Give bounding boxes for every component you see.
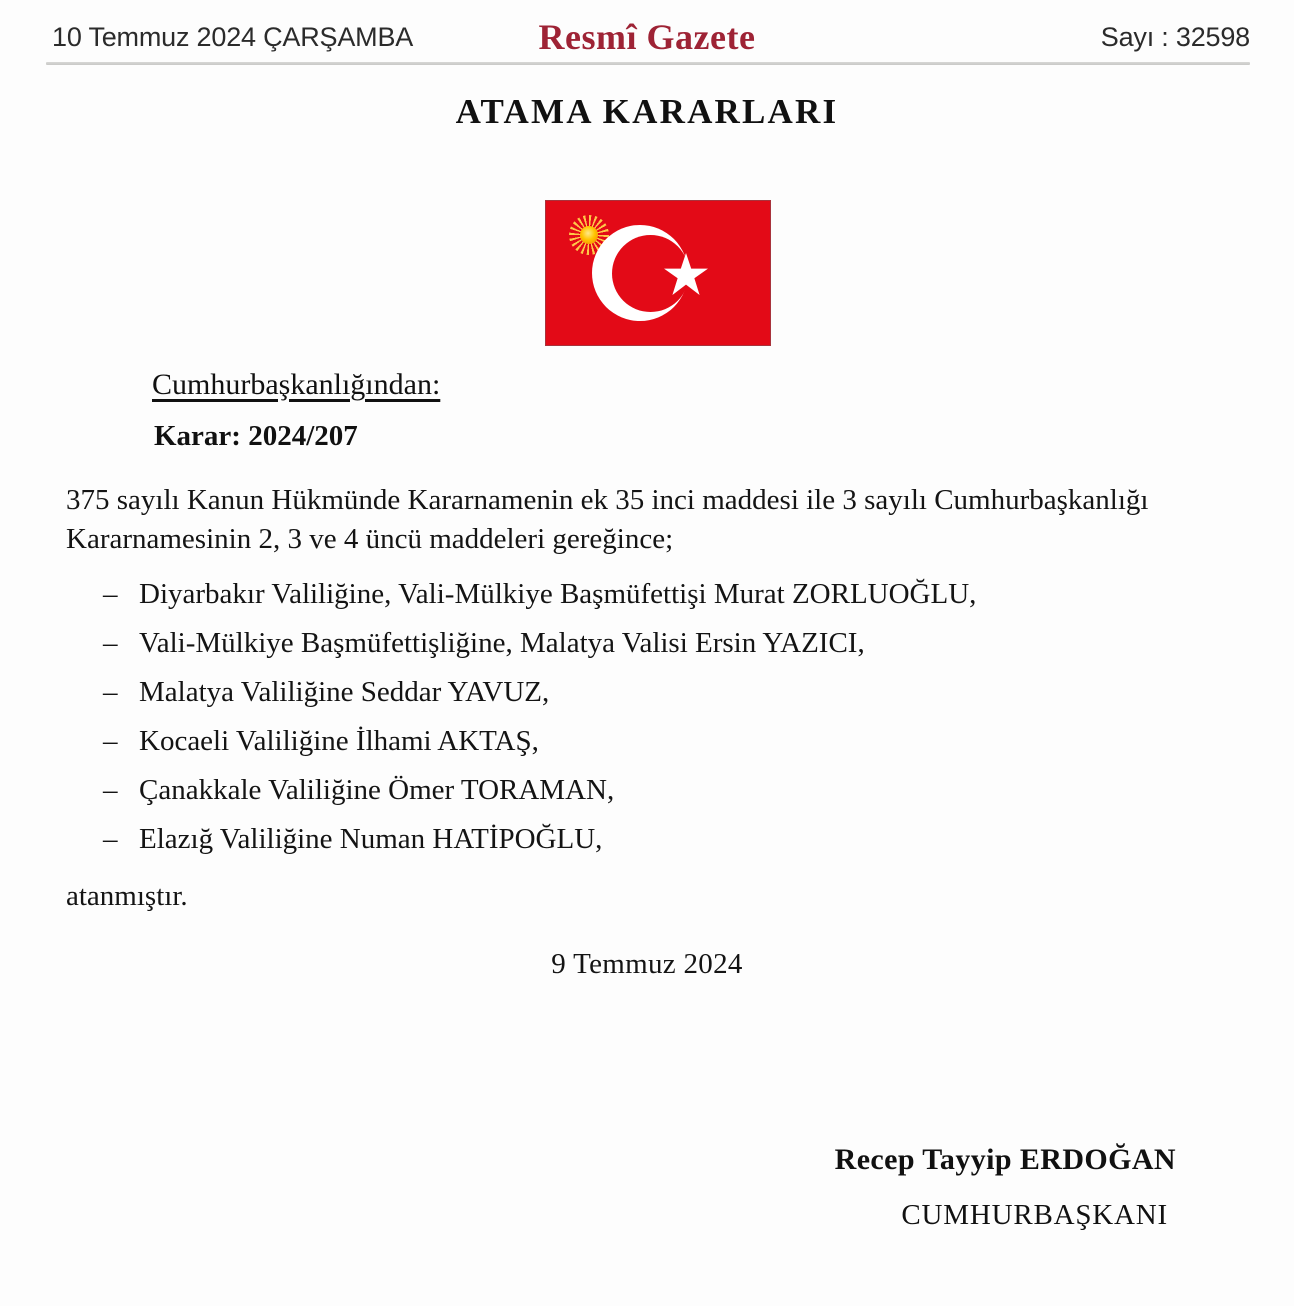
list-item-text: Diyarbakır Valiliğine, Vali-Mülkiye Başmüfettişi Murat ZORLUOĞLU, xyxy=(139,577,977,610)
turkish-flag-container xyxy=(545,200,771,346)
list-item xyxy=(0,773,1294,806)
list-dash-icon: – xyxy=(103,577,118,610)
decision-number: Karar: 2024/207 xyxy=(154,420,358,452)
document-body xyxy=(0,368,1294,913)
masthead xyxy=(0,16,1294,62)
masthead-issue-number: Sayı : 32598 xyxy=(1100,22,1250,52)
list-item xyxy=(0,626,1294,659)
appointments-list xyxy=(0,577,1294,855)
list-item xyxy=(0,724,1294,757)
list-item-text: Vali-Mülkiye Başmüfettişliğine, Malatya Valisi Ersin YAZICI, xyxy=(139,626,865,659)
signatory-name: Recep Tayyip ERDOĞAN xyxy=(834,1143,1176,1176)
list-item-text: Elazığ Valiliğine Numan HATİPOĞLU, xyxy=(139,822,603,855)
signing-date: 9 Temmuz 2024 xyxy=(551,948,743,980)
preamble-text: 375 sayılı Kanun Hükmünde Kararnamenin ek 35 inci maddesi ile 3 sayılı Cumhurbaşkanlığı Kararnamesinin 2, 3 ve 4 üncü maddeleri gereğince; xyxy=(66,484,1149,556)
list-item xyxy=(0,822,1294,855)
list-dash-icon: – xyxy=(103,773,118,806)
masthead-divider xyxy=(46,62,1250,65)
issuing-authority: Cumhurbaşkanlığından: xyxy=(152,368,441,401)
signature-block xyxy=(0,1143,1294,1232)
list-dash-icon: – xyxy=(103,822,118,855)
signatory-role: CUMHURBAŞKANI xyxy=(901,1199,1168,1231)
list-item-text: Malatya Valiliğine Seddar YAVUZ, xyxy=(139,675,550,708)
page-title: ATAMA KARARLARI xyxy=(455,92,839,131)
masthead-brand-title: Resmî Gazete xyxy=(538,17,756,57)
masthead-date: 10 Temmuz 2024 ÇARŞAMBA xyxy=(52,22,414,52)
list-item xyxy=(0,577,1294,610)
list-item xyxy=(0,675,1294,708)
closing-statement: atanmıştır. xyxy=(66,879,188,912)
turkish-flag-icon xyxy=(545,200,771,346)
list-dash-icon: – xyxy=(103,724,118,757)
sun-core xyxy=(580,226,598,244)
list-item-text: Çanakkale Valiliğine Ömer TORAMAN, xyxy=(139,773,615,806)
list-dash-icon: – xyxy=(103,626,118,659)
list-dash-icon: – xyxy=(103,675,118,708)
list-item-text: Kocaeli Valiliğine İlhami AKTAŞ, xyxy=(139,724,539,757)
